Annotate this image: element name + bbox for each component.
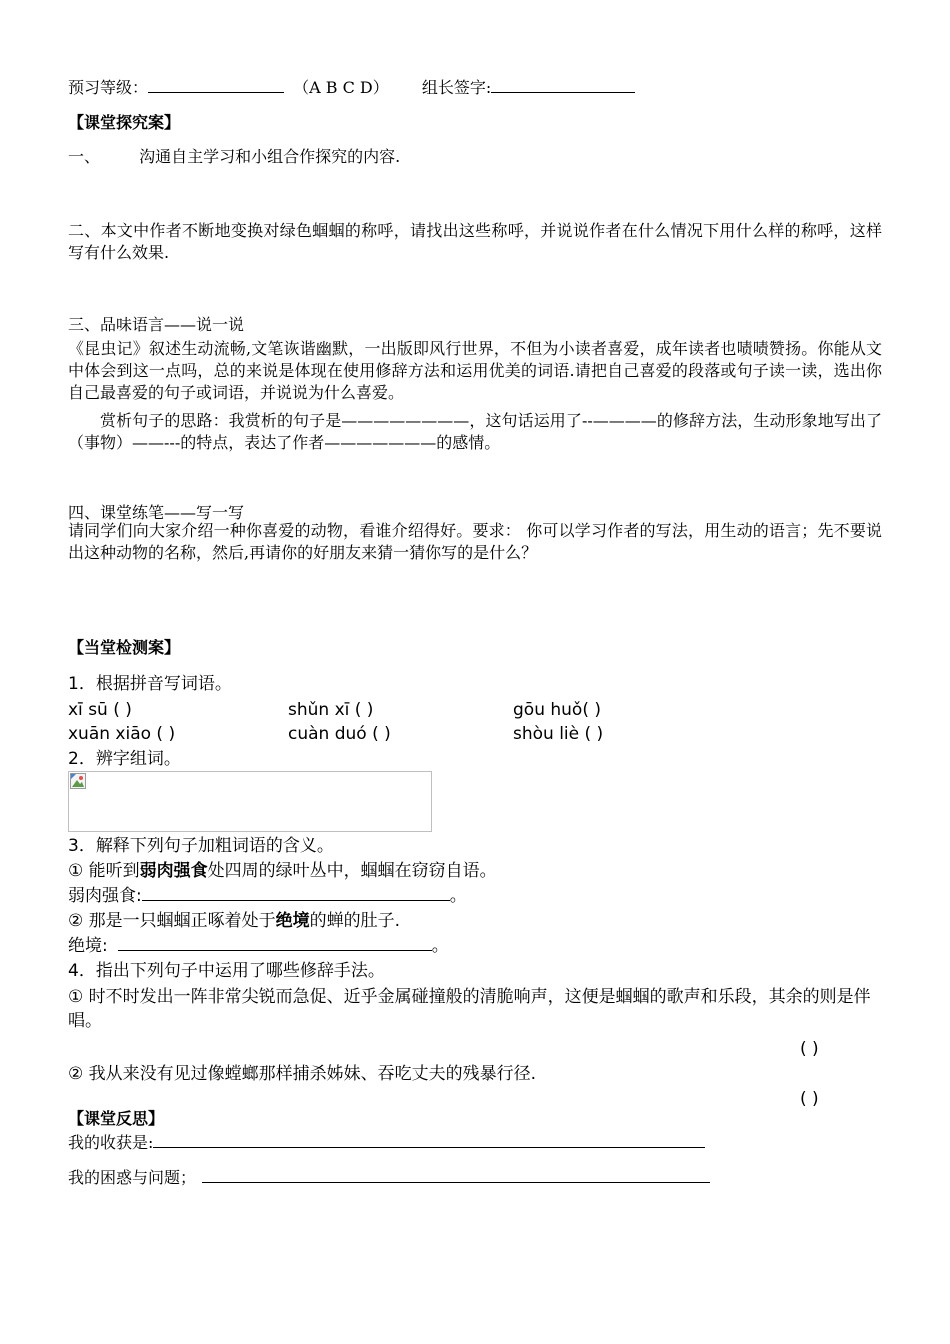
broken-image-icon (70, 773, 86, 789)
sentence-2-pre: ② 那是一只蝈蝈正啄着处于 (68, 911, 276, 931)
sentence-1-post: 处四周的绿叶丛中，蝈蝈在窃窃自语。 (207, 861, 497, 881)
sentence-2-bold-word: 绝境 (275, 911, 310, 931)
sentence-1 (68, 859, 497, 883)
q1-text: 沟通自主学习和小组合作探究的内容. (139, 147, 401, 166)
reflection-title: 【课堂反思】 (68, 1109, 165, 1128)
sentence-2-post: 的蝉的肚子. (309, 911, 401, 931)
answer-label-2: 绝境: (68, 936, 108, 956)
pinyin-item: cuàn duó ( ) (288, 724, 391, 744)
explore-q3-title: 三、品味语言——说一说 (68, 315, 245, 334)
rhetoric-sentence-1: ① 时不时发出一阵非常尖锐而急促、近乎金属碰撞般的清脆响声，这便是蝈蝈的歌声和乐段，其余的则是伴唱。 (68, 987, 871, 1031)
answer-end-1: 。 (449, 886, 467, 906)
answer-blank-1[interactable] (142, 884, 450, 901)
header-line (68, 76, 635, 99)
explore-q1 (68, 146, 400, 168)
grade-blank[interactable] (148, 76, 284, 93)
explore-q3-method: 赏析句子的思路：我赏析的句子是————————，这句话运用了--————的修辞方法，生动形象地写出了（事物）——---的特点，表达了作者———————的感情。 (68, 411, 882, 452)
test-q3-title: 3．解释下列句子加粗词语的含义。 (68, 836, 334, 856)
pinyin-item: gōu huǒ( ) (513, 700, 601, 720)
gain-blank[interactable] (153, 1131, 705, 1148)
explore-title: 【课堂探究案】 (68, 113, 181, 132)
answer-line-2 (68, 934, 449, 958)
leader-signature-blank[interactable] (491, 76, 635, 93)
test-q4-title: 4．指出下列句子中运用了哪些修辞手法。 (68, 961, 385, 981)
rhetoric-answer-2[interactable]: ( ) (800, 1089, 819, 1109)
sentence-2 (68, 909, 400, 933)
confusion-label: 我的困惑与问题； (68, 1168, 197, 1187)
pinyin-item: xuān xiāo ( ) (68, 724, 176, 744)
pinyin-item: xī sū ( ) (68, 700, 132, 720)
pinyin-item: shǔn xī ( ) (288, 700, 374, 720)
q1-number: 一、 (68, 147, 101, 166)
leader-label: 组长签字: (421, 78, 492, 97)
test-q2-title: 2．辨字组词。 (68, 749, 181, 769)
answer-blank-2[interactable] (118, 934, 432, 951)
explore-q3-text: 《昆虫记》叙述生动流畅,文笔诙谐幽默，一出版即风行世界，不但为小读者喜爱，成年读者也啧啧赞扬。你能从文中体会到这一点吗，总的来说是体现在使用修辞方法和运用优美的词语.请把自己喜爱的段落或句子读一读，选出你自己最喜爱的句子或词语，并说说为什么喜爱。 (68, 339, 882, 402)
gain-label: 我的收获是: (68, 1133, 154, 1152)
rhetoric-answer-1[interactable]: ( ) (800, 1039, 819, 1059)
test-q1-title: 1．根据拼音写词语。 (68, 674, 232, 694)
explore-q4-title: 四、课堂练笔——写一写 (68, 503, 245, 522)
gain-line (68, 1131, 705, 1154)
test-title: 【当堂检测案】 (68, 638, 181, 657)
confusion-line (68, 1166, 710, 1189)
image-placeholder (68, 771, 432, 832)
explore-q2: 二、本文中作者不断地变换对绿色蝈蝈的称呼，请找出这些称呼，并说说作者在什么情况下用什么样的称呼，这样写有什么效果. (68, 221, 882, 262)
grade-label: 预习等级： (68, 78, 149, 97)
answer-end-2: 。 (431, 936, 449, 956)
answer-label-1: 弱肉强食: (68, 886, 142, 906)
sentence-1-bold-word: 弱肉强食 (139, 861, 208, 881)
pinyin-item: shòu liè ( ) (513, 724, 604, 744)
answer-line-1 (68, 884, 467, 908)
sentence-1-pre: ① 能听到 (68, 861, 140, 881)
rhetoric-sentence-2: ② 我从来没有见过像螳螂那样捕杀姊妹、吞吃丈夫的残暴行径. (68, 1064, 537, 1084)
grade-options: （A B C D） (293, 78, 389, 97)
explore-q4-text: 请同学们向大家介绍一种你喜爱的动物，看谁介绍得好。要求： 你可以学习作者的写法，用生动的语言；先不要说出这种动物的名称，然后,再请你的好朋友来猜一猜你写的是什么？ (68, 521, 882, 562)
confusion-blank[interactable] (202, 1166, 710, 1183)
